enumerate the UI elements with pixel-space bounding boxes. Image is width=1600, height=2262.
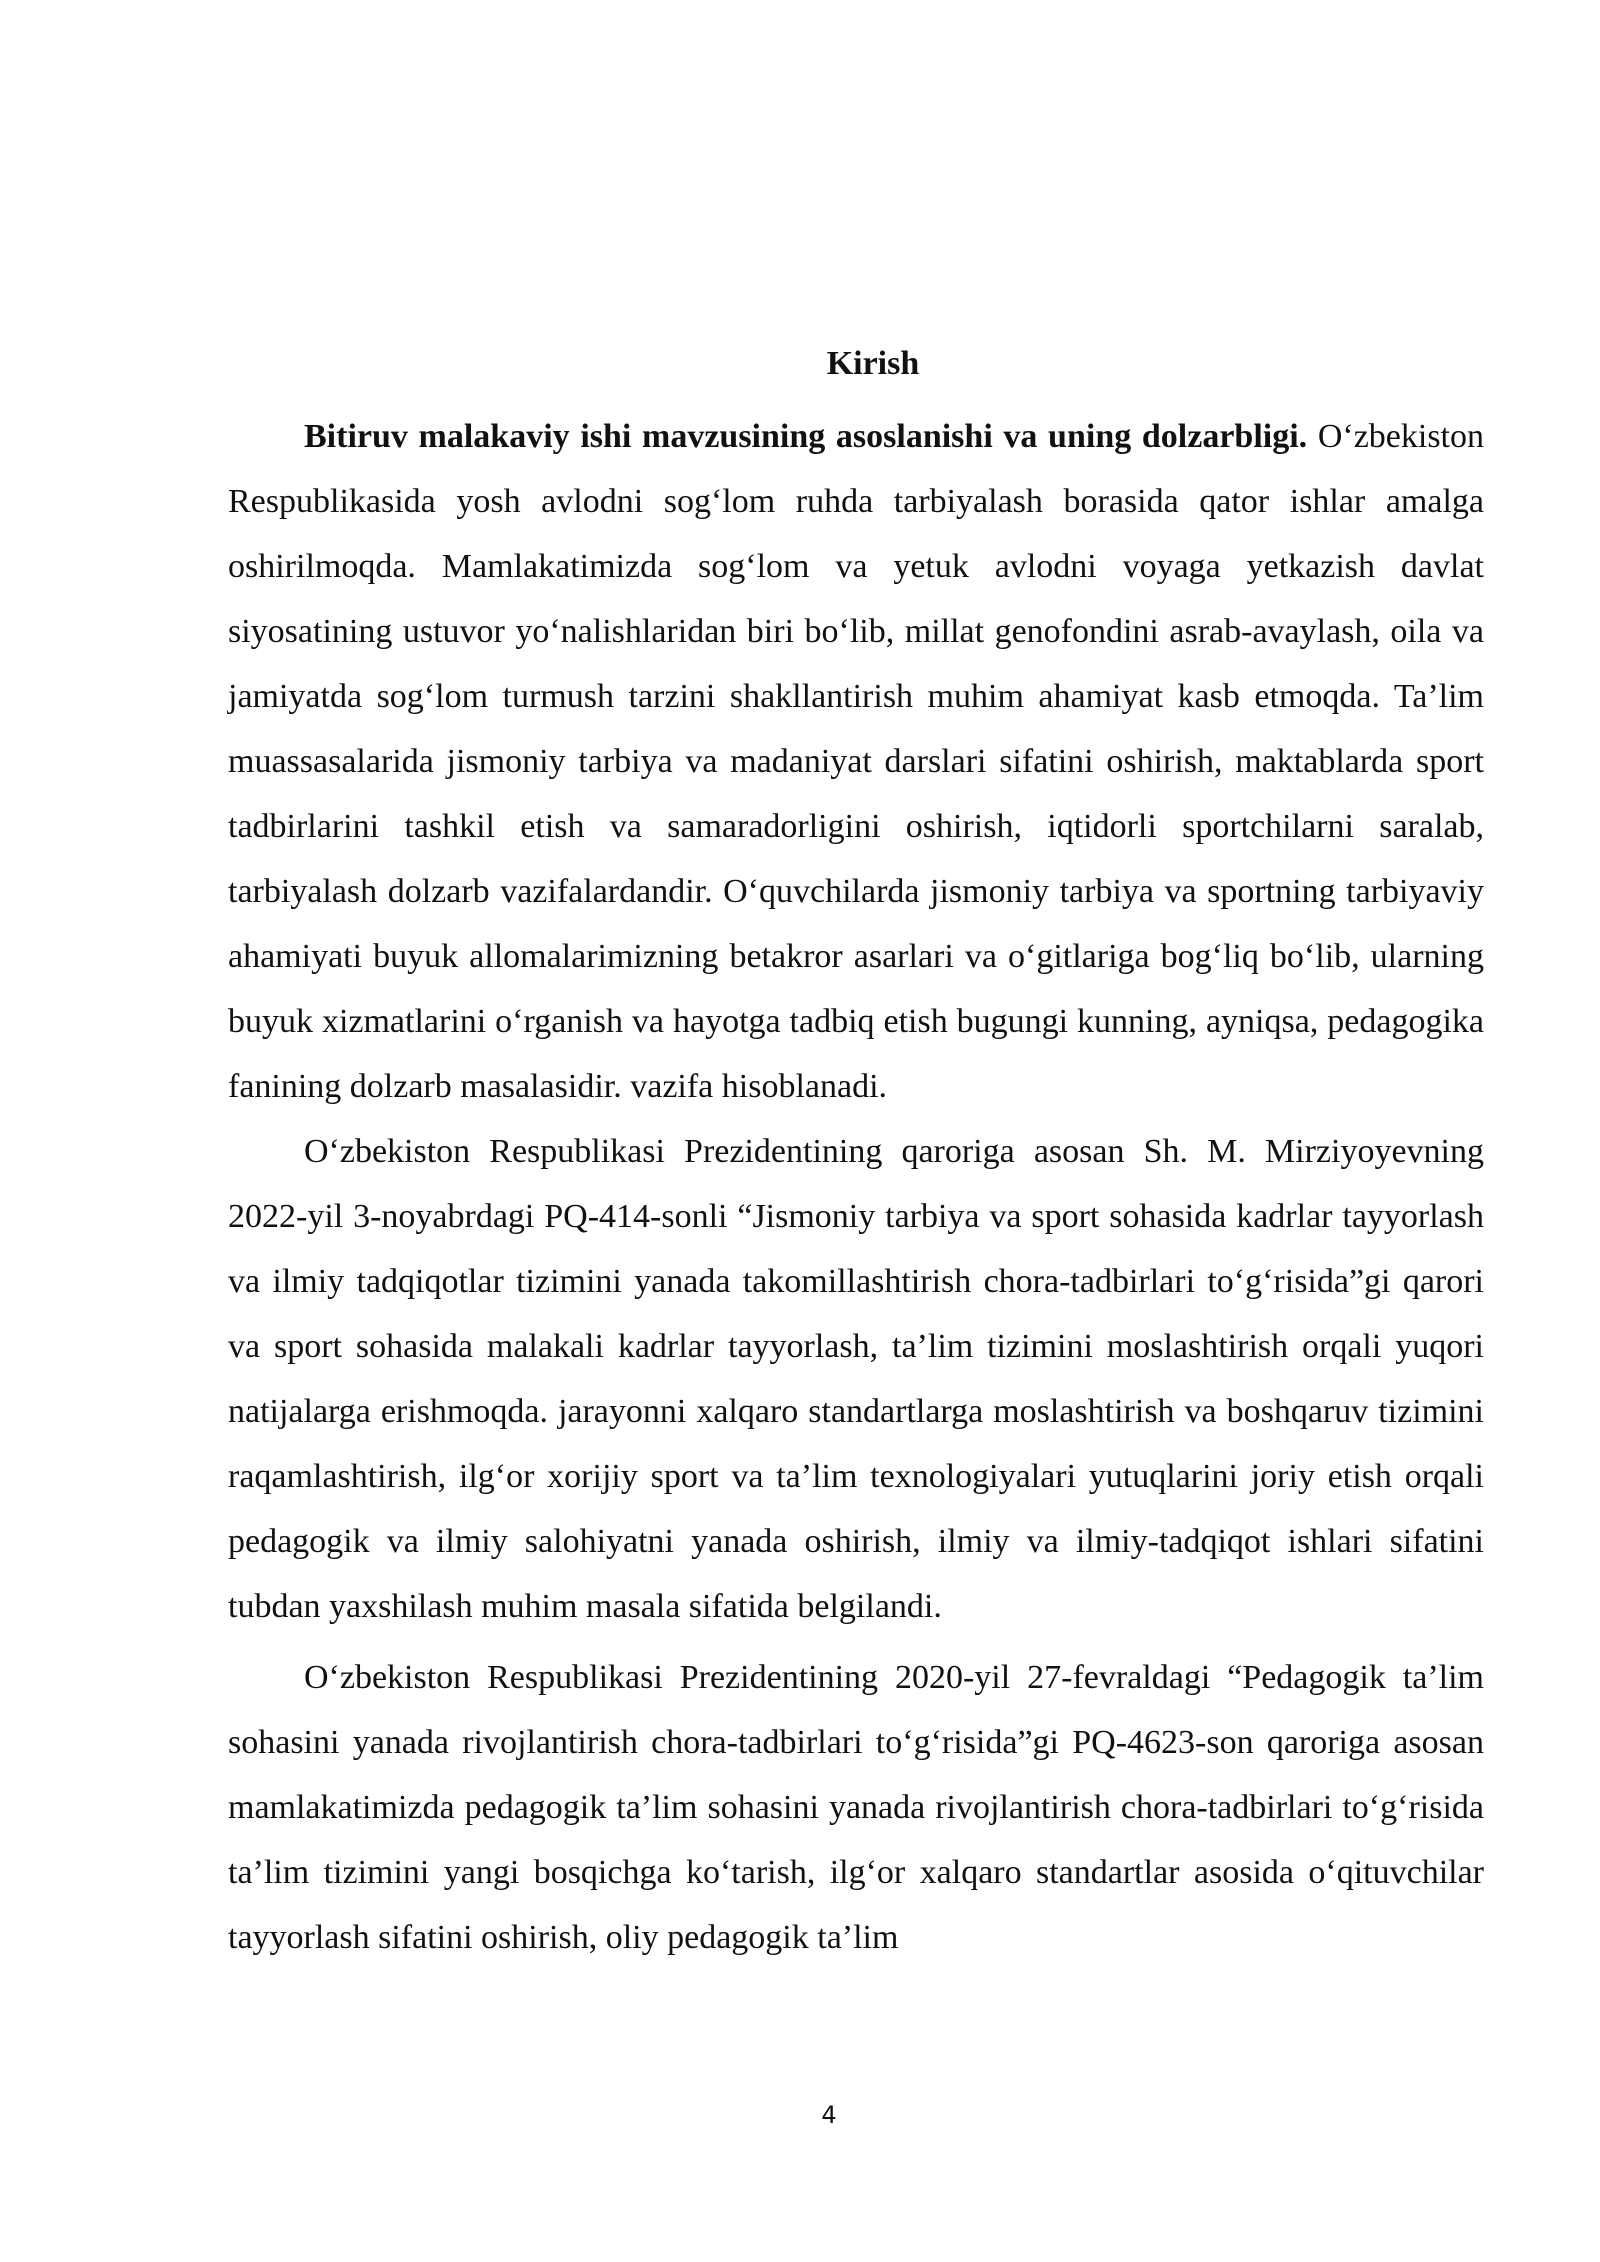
page-number: 4 [821,2101,837,2129]
paragraph-1-lead: Bitiruv malakaviy ishi mavzusining asoslanishi va uning dolzarbligi. [304,418,1308,455]
paragraph-1-text: O‘zbekiston Respublikasida yosh avlodni sog‘lom ruhda tarbiyalash borasida qator ishlar amalga oshirilmoqda. Mamlakatimizda sog‘lom va yetuk avlodni voyaga yetkazish davlat siyosatining ustuvor yo‘nalishlaridan biri bo‘lib, millat genofondini asrab-avaylash, oila va jamiyatda sog‘lom turmush tarzini shakllantirish muhim ahamiyat kasb etmoqda. Ta’lim muassasalarida jismoniy tarbiya va madaniyat darslari sifatini oshirish, maktablarda sport tadbirlarini tashkil etish va samaradorligini oshirish, iqtidorli sportchilarni saralab, tarbiyalash dolzarb vazifalardandir. O‘quvchilarda jismoniy tarbiya va sportning tarbiyaviy ahamiyati buyuk allomalarimizning betakror asarlari va o‘gitlariga bog‘liq bo‘lib, ularning buyuk xizmatlarini o‘rganish va hayotga tadbiq etish bugungi kunning, ayniqsa, pedagogika fanining dolzarb masalasidir. vazifa hisoblanadi. [228,418,1485,1105]
paragraph-2: O‘zbekiston Respublikasi Prezidentining qaroriga asosan Sh. M. Mirziyoyevning 2022-yil 3-noyabrdagi PQ-414-sonli “Jismoniy tarbiya va sport sohasida kadrlar tayyorlash va ilmiy tadqiqotlar tizimini yanada takomillashtirish chora-tadbirlari to‘g‘risida”gi qarori va sport sohasida malakali kadrlar tayyorlash, ta’lim tizimini moslashtirish orqali yuqori natijalarga erishmoqda. jarayonni xalqaro standartlarga moslashtirish va boshqaruv tizimini raqamlashtirish, ilg‘or xorijiy sport va ta’lim texnologiyalari yutuqlarini joriy etish orqali pedagogik va ilmiy salohiyatni yanada oshirish, ilmiy va ilmiy-tadqiqot ishlari sifatini tubdan yaxshilash muhim masala sifatida belgilandi. [228,1133,1484,1625]
paragraph-1 [228,404,1484,1119]
page-content [228,340,1484,1970]
section-heading: Kirish [826,345,920,382]
paragraph-3: O‘zbekiston Respublikasi Prezidentining 2020-yil 27-fevraldagi “Pedagogik ta’lim sohasini yanada rivojlantirish chora-tadbirlari to‘g‘risida”gi PQ-4623-son qaroriga asosan mamlakatimizda pedagogik ta’lim sohasini yanada rivojlantirish chora-tadbirlari to‘g‘risida ta’lim tizimini yangi bosqichga ko‘tarish, ilg‘or xalqaro standartlar asosida o‘qituvchilar tayyorlash sifatini oshirish, oliy pedagogik ta’lim [228,1659,1484,1956]
